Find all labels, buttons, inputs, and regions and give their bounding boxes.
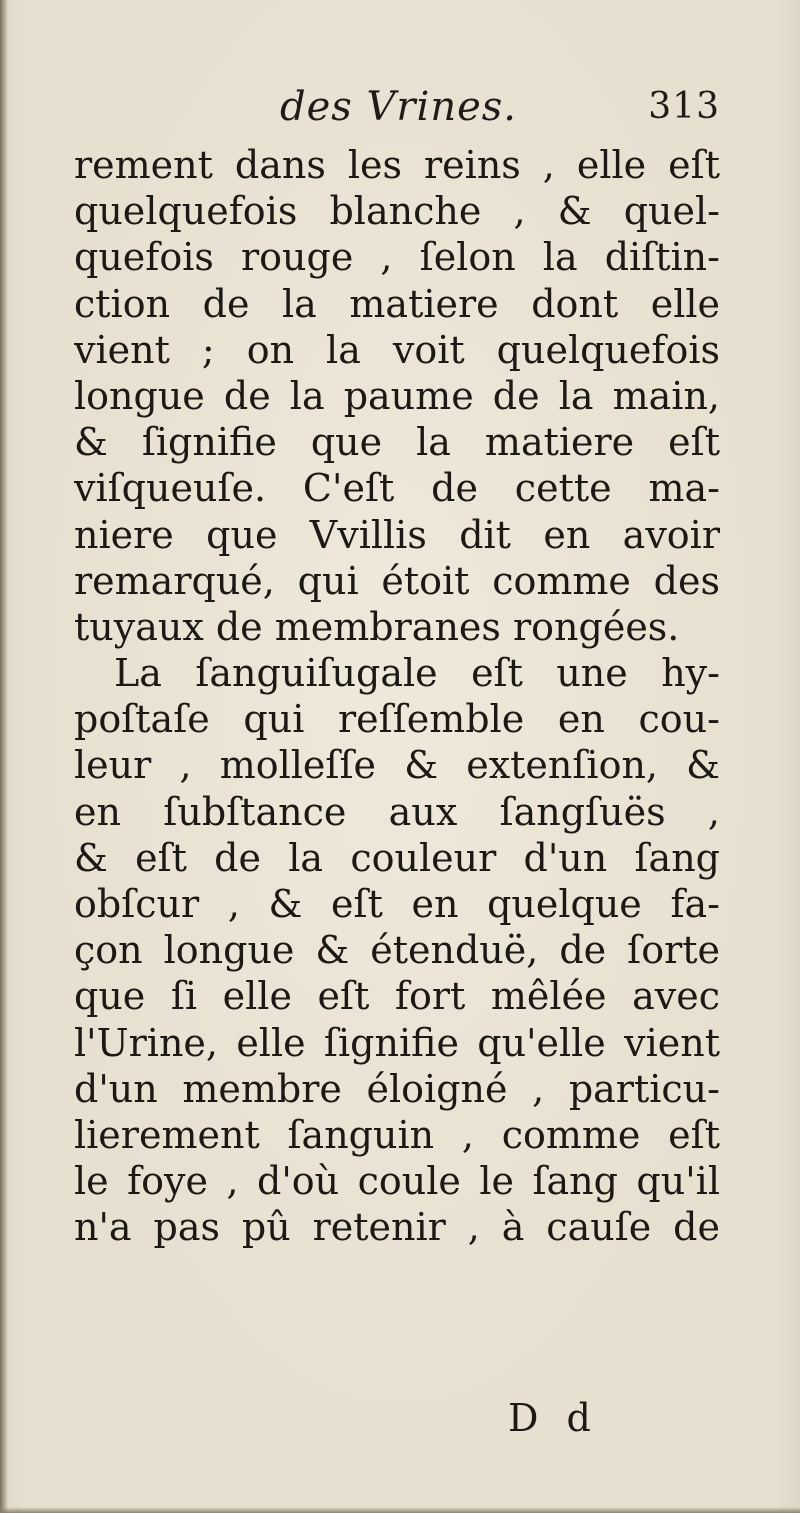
text-line: çon longue & étenduë, de ſorte	[74, 928, 720, 973]
page-number: 313	[648, 86, 720, 127]
text-line: d'un membre éloigné , particu-	[74, 1066, 720, 1111]
text-line: en ſubſtance aux ſangſuës ,	[74, 789, 720, 834]
text-line: n'a pas pû retenir , à cauſe de	[74, 1205, 720, 1250]
text-line: remarqué, qui étoit comme des	[74, 558, 720, 603]
page-header	[80, 84, 720, 140]
text-line: & eſt de la couleur d'un ſang	[74, 835, 720, 880]
text-line: que ſi elle eſt fort mêlée avec	[74, 974, 720, 1019]
text-line: La ſanguiſugale eſt une hy-	[114, 651, 720, 696]
page-bottom-edge	[0, 1507, 800, 1513]
text-line: le foye , d'où coule le ſang qu'il	[74, 1159, 720, 1204]
text-line: quelquefois blanche , & quel-	[74, 189, 720, 234]
text-line: rement dans les reins , elle eſt	[74, 143, 720, 187]
text-line: tuyaux de membranes rongées.	[74, 604, 680, 649]
text-line: viſqueuſe. C'eſt de cette ma-	[74, 466, 720, 511]
text-line: niere que Vvillis dit en avoir	[74, 512, 720, 557]
signature-mark: D d	[508, 1396, 599, 1440]
text-line: & ſignifie que la matiere eſt	[74, 420, 720, 465]
text-line: longue de la paume de la main,	[74, 373, 720, 418]
text-line: l'Urine, elle ſignifie qu'elle vient	[74, 1020, 720, 1065]
text-line: vient ; on la voit quelquefois	[74, 327, 720, 372]
running-title: des Vrines.	[280, 84, 517, 130]
body-text	[74, 142, 720, 1251]
page-gutter-shadow	[0, 0, 8, 1513]
text-line: quefois rouge , ſelon la diſtin-	[74, 235, 720, 280]
text-line: ction de la matiere dont elle	[74, 281, 720, 326]
text-line: poſtaſe qui reſſemble en cou-	[74, 697, 720, 742]
text-line: lierement ſanguin , comme eſt	[74, 1112, 720, 1157]
text-line: obſcur , & eſt en quelque fa-	[74, 882, 720, 926]
text-line: leur , molleſſe & extenſion, &	[74, 743, 720, 788]
